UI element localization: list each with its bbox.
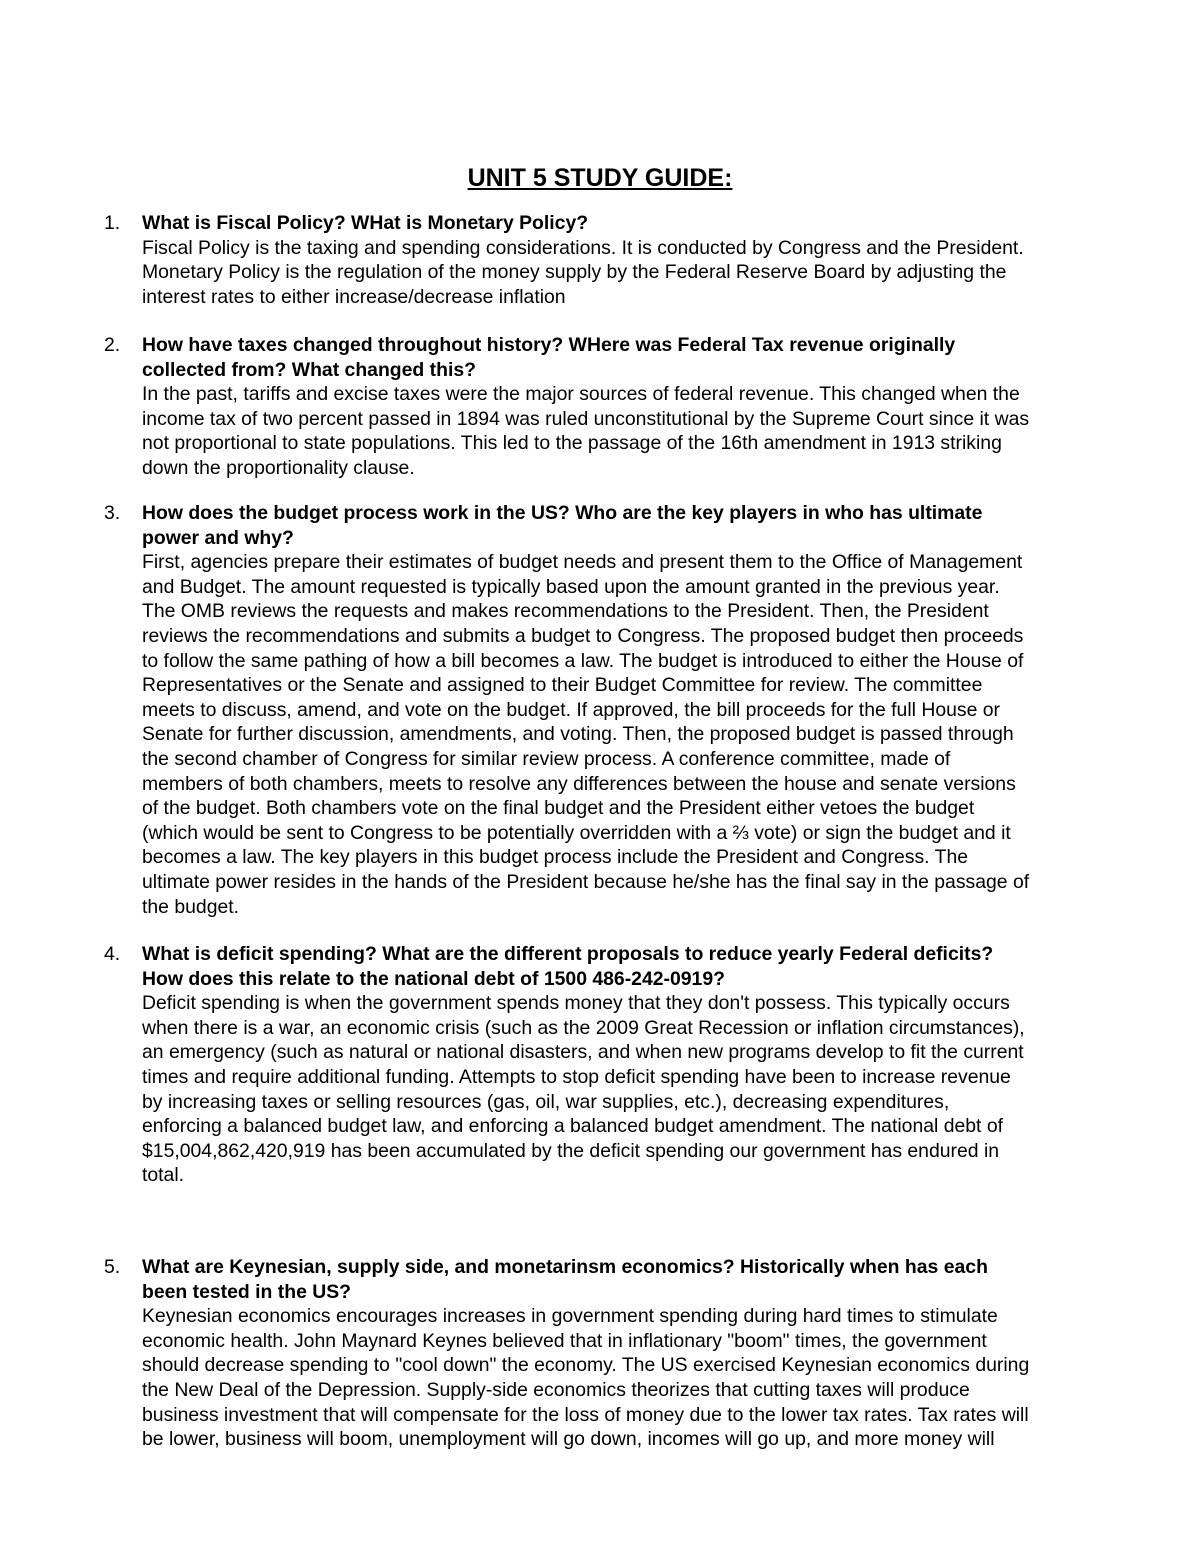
question-number: 1.: [104, 212, 121, 234]
question-body: [142, 942, 1144, 1188]
question-item-4: [104, 942, 1144, 1188]
question-item-3: [104, 501, 1144, 919]
question-text: How does the budget process work in the US? Who are the key players in who has ultimate power and why?: [142, 502, 983, 549]
question-body: [142, 211, 1144, 309]
question-text: What is deficit spending? What are the different proposals to reduce yearly Federal deficits? How does this relate to the national debt of 1500 486-242-0919?: [142, 943, 994, 990]
question-body: [142, 1255, 1144, 1452]
question-item-5: [104, 1255, 1144, 1452]
question-number: 3.: [104, 502, 121, 524]
answer-text: In the past, tariffs and excise taxes were the major sources of federal revenue. This changed when the income tax of two percent passed in 1894 was ruled unconstitutional by the Supreme Court since it was not proportional to state populations. This led to the passage of the 16th amendment in 1913 striking down the proportionality clause.: [142, 383, 1030, 479]
question-item-2: [104, 333, 1144, 481]
question-body: [142, 501, 1144, 919]
question-text: What are Keynesian, supply side, and monetarinsm economics? Historically when has each been tested in the US?: [142, 1256, 988, 1303]
question-number: 5.: [104, 1256, 121, 1278]
answer-text: Deficit spending is when the government spends money that they don't possess. This typically occurs when there is a war, an economic crisis (such as the 2009 Great Recession or inflation circumstances), an emergency (such as natural or national disasters, and when new programs develop to fit the current times and require additional funding. Attempts to stop deficit spending have been to increase revenue by increasing taxes or selling resources (gas, oil, war supplies, etc.), decreasing expenditures, enforcing a balanced budget law, and enforcing a balanced budget amendment. The national debt of $15,004,862,420,919 has been accumulated by the deficit spending our government has endured in total.: [142, 992, 1025, 1187]
answer-text: Fiscal Policy is the taxing and spending considerations. It is conducted by Congress and the President. Monetary Policy is the regulation of the money supply by the Federal Reserve Board by adjusting the interest rates to either increase/decrease inflation: [142, 236, 1024, 308]
answer-text: First, agencies prepare their estimates of budget needs and present them to the Office of Management and Budget. The amount requested is typically based upon the amount granted in the previous year. The OMB reviews the requests and makes recommendations to the President. Then, the President reviews the recommendations and submits a budget to Congress. The proposed budget then proceeds to follow the same pathing of how a bill becomes a law. The budget is introduced to either the House of Representatives or the Senate and assigned to their Budget Committee for review. The committee meets to discuss, amend, and vote on the budget. If approved, the bill proceeds for the full House or Senate for further discussion, amendments, and voting. Then, the proposed budget is passed through the second chamber of Congress for similar review process. A conference committee, made of members of both chambers, meets to resolve any differences between the house and senate versions of the budget. Both chambers vote on the final budget and the President either vetoes the budget (which would be sent to Congress to be potentially overridden with a ⅔ vote) or sign the budget and it becomes a law. The key players in this budget process include the President and Congress. The ultimate power resides in the hands of the President because he/she has the final say in the passage of the budget.: [142, 551, 1030, 918]
question-item-1: [104, 211, 1144, 309]
question-number: 2.: [104, 334, 121, 356]
answer-text: Keynesian economics encourages increases in government spending during hard times to stimulate economic health. John Maynard Keynes believed that in inflationary "boom" times, the government should decrease spending to "cool down" the economy. The US exercised Keynesian economics during the New Deal of the Depression. Supply-side economics theorizes that cutting taxes will produce business investment that will compensate for the loss of money due to the lower tax rates. Tax rates will be lower, business will boom, unemployment will go down, incomes will go up, and more money will: [142, 1305, 1030, 1451]
question-text: How have taxes changed throughout history? WHere was Federal Tax revenue originally collected from? What changed this?: [142, 334, 956, 381]
question-body: [142, 333, 1144, 481]
question-text: What is Fiscal Policy? WHat is Monetary Policy?: [142, 212, 589, 234]
page-title: UNIT 5 STUDY GUIDE:: [467, 164, 733, 192]
question-number: 4.: [104, 943, 121, 965]
